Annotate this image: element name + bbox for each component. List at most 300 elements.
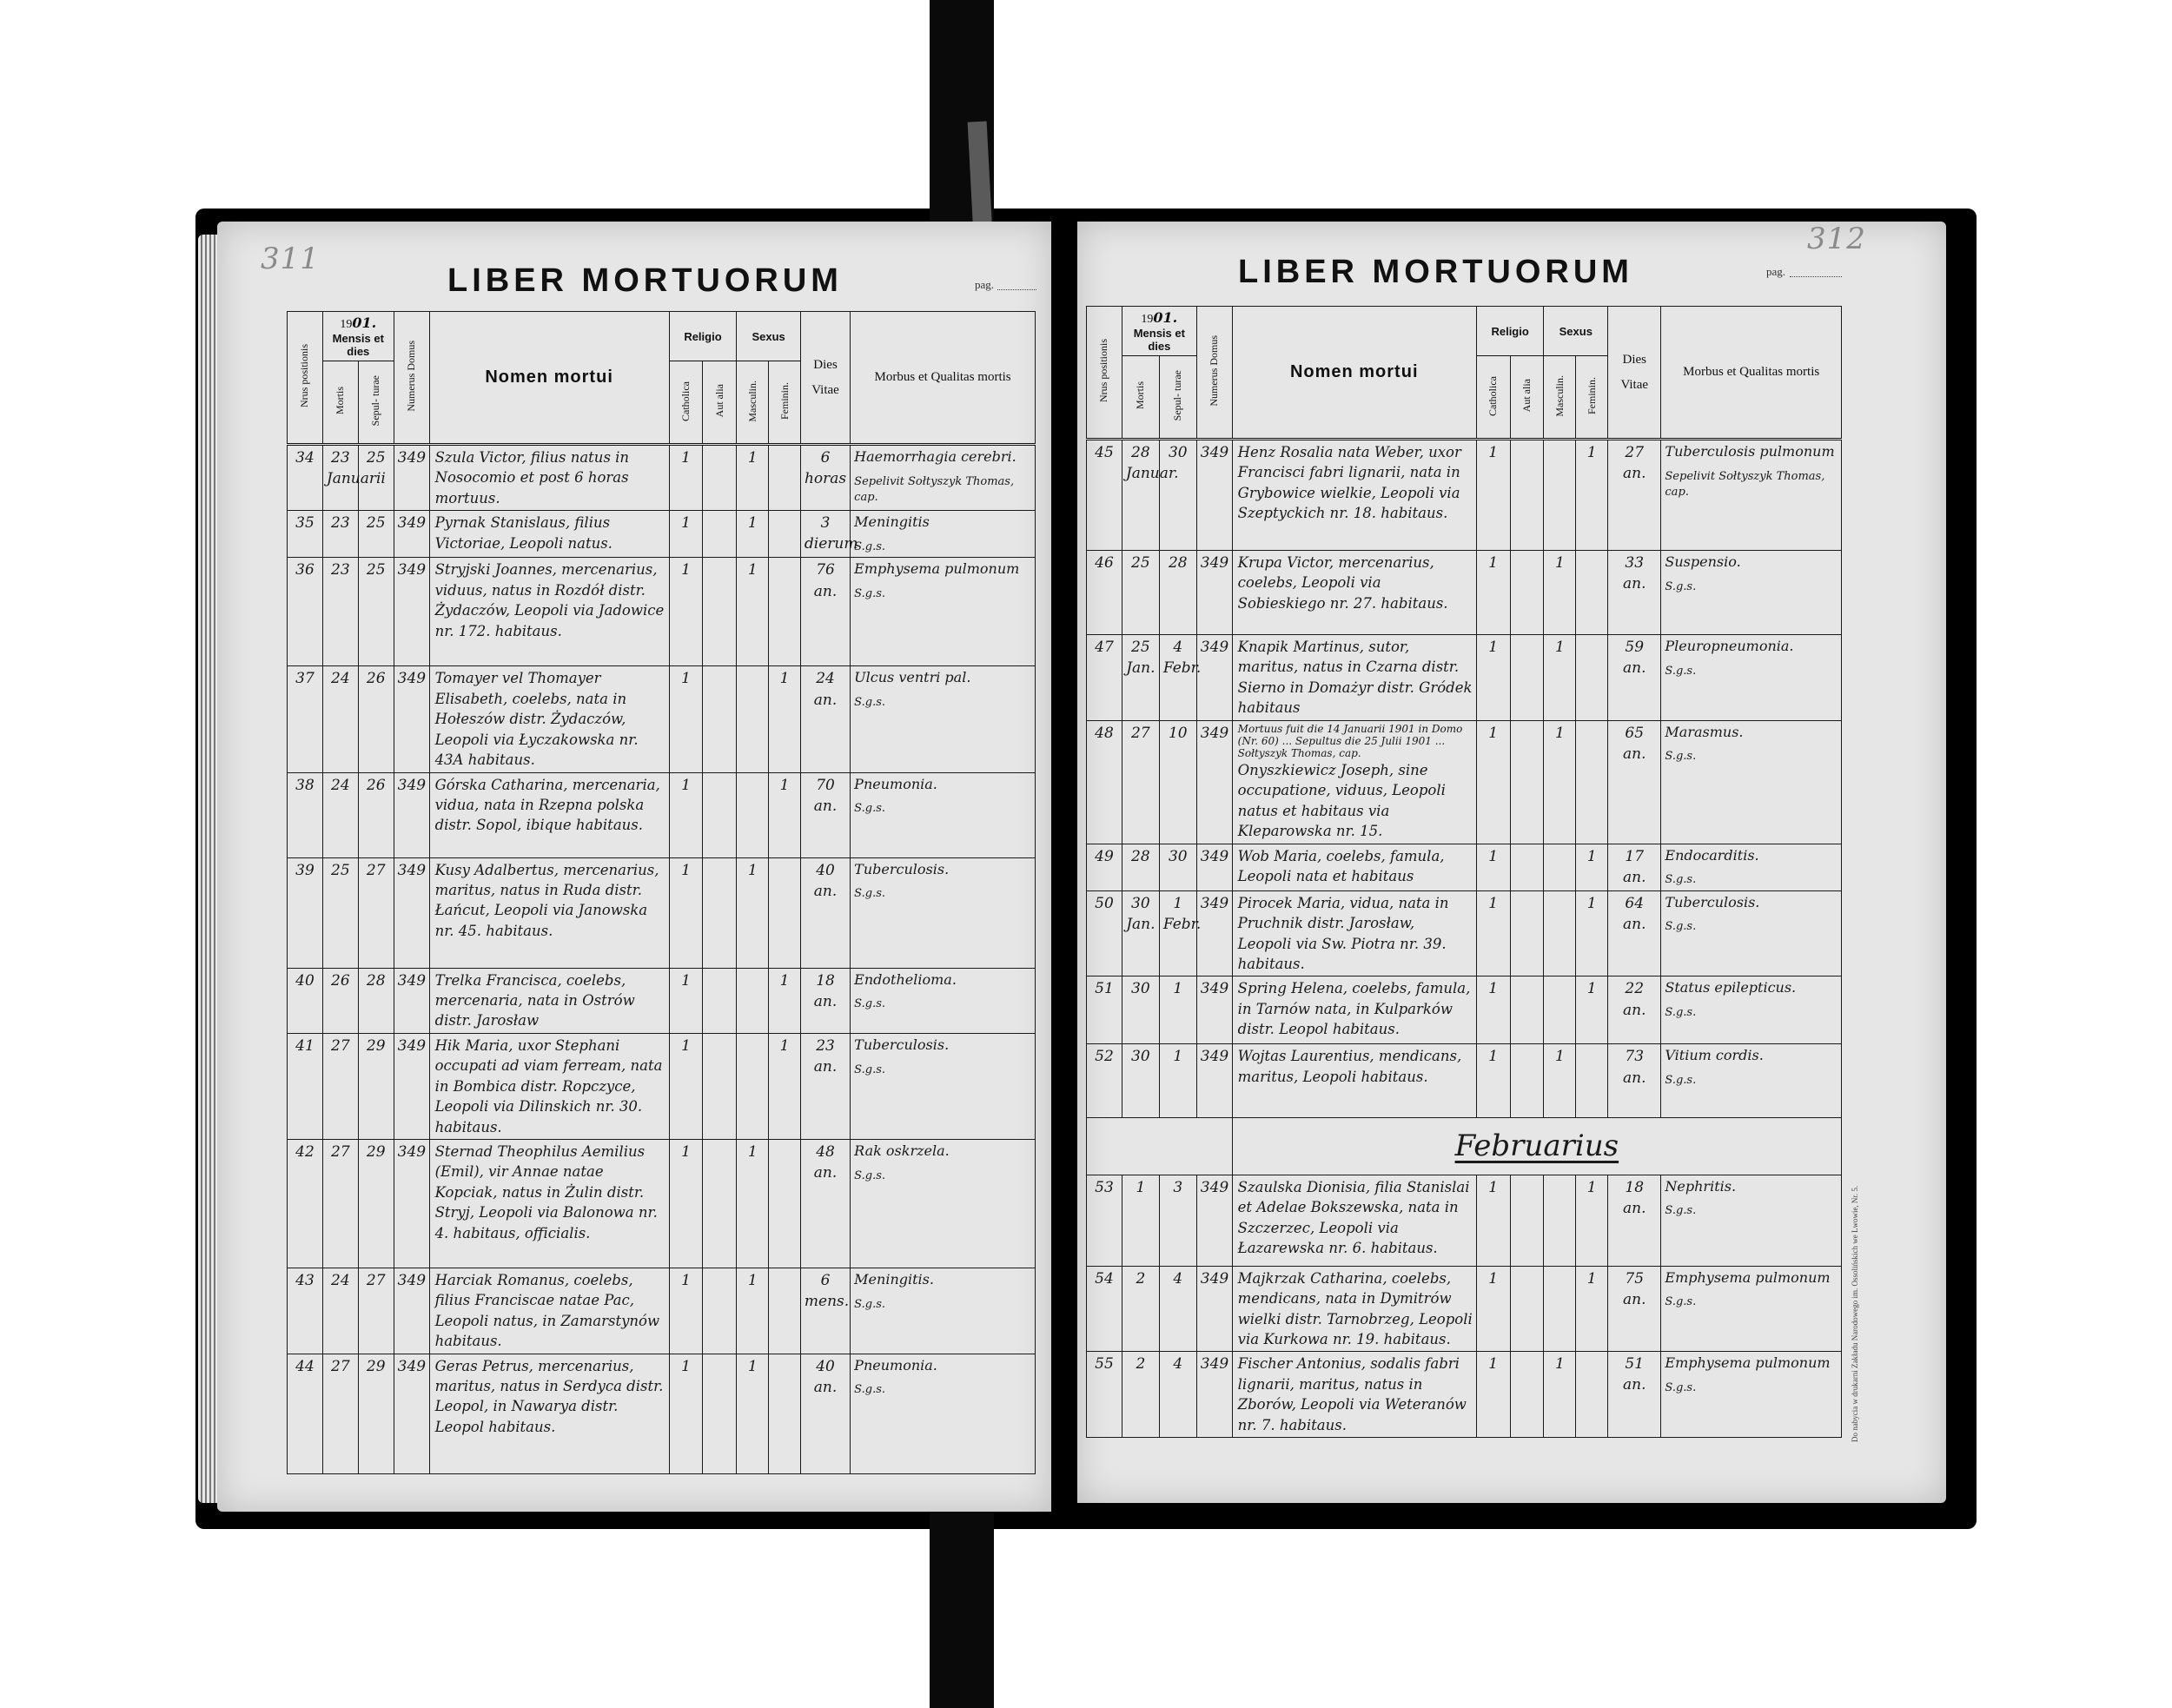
cause-of-death: Marasmus. — [1665, 723, 1744, 740]
header-masculin: Masculin. — [1544, 356, 1576, 440]
deceased-name-text: Harciak Romanus, coelebs, filius Franciscae natae Pac, Leopoli natus, in Zamarstynów habitaus. — [434, 1271, 660, 1350]
register-row — [1087, 890, 1842, 976]
cause-of-death-cell — [1661, 890, 1842, 976]
cause-of-death-cell — [1661, 551, 1842, 635]
sex-male: 1 — [737, 857, 769, 968]
sex-male: 1 — [1544, 1044, 1576, 1118]
religion-catholic: 1 — [1476, 1044, 1510, 1118]
entry-number: 53 — [1087, 1175, 1122, 1266]
religion-other — [703, 968, 737, 1033]
date-of-burial: 10 — [1159, 720, 1196, 844]
register-row — [288, 445, 1036, 511]
left-pag-label: pag. — [975, 278, 995, 291]
deceased-name — [1232, 720, 1476, 844]
entry-number: 38 — [288, 772, 323, 857]
age-at-death: 40 an. — [800, 1354, 850, 1473]
entry-number: 48 — [1087, 720, 1122, 844]
age-at-death: 76 an. — [800, 558, 850, 666]
register-row — [288, 1354, 1036, 1473]
religion-catholic: 1 — [1476, 720, 1510, 844]
burial-officiant-note: S.g.s. — [1665, 664, 1697, 678]
religion-catholic: 1 — [1476, 1352, 1510, 1438]
entry-number: 55 — [1087, 1352, 1122, 1438]
house-number: 349 — [394, 666, 429, 772]
header-nomen: Nomen mortui — [429, 312, 669, 445]
date-of-burial: 3 — [1159, 1175, 1196, 1266]
right-page-title: LIBER MORTUORUM — [1238, 254, 1633, 290]
sex-male — [1544, 890, 1576, 976]
header-dies-vitae: Dies Vitae — [1608, 307, 1661, 440]
deceased-name-text: Hik Maria, uxor Stephani occupati ad viam ferream, nata in Bombica distr. Ropczyce, Leopoli via Dilinskich nr. 30. habitaus. — [434, 1036, 663, 1135]
date-of-death: 25 — [1122, 551, 1159, 635]
deceased-name-text: Trelka Francisca, coelebs, mercenaria, nata in Ostrów distr. Jarosław — [434, 971, 635, 1029]
header-catholica: Catholica — [1476, 356, 1510, 440]
sex-female — [769, 857, 801, 968]
cause-of-death: Haemorrhagia cerebri. — [854, 448, 1016, 465]
deceased-name-text: Tomayer vel Thomayer Elisabeth, coelebs, nata in Hołeszów distr. Żydaczów, Leopoli via Łyczakowska nr. 43A habitaus. — [434, 670, 639, 769]
religion-catholic: 1 — [669, 857, 703, 968]
cause-of-death: Emphysema pulmonum — [854, 560, 1020, 578]
cause-of-death-cell — [851, 666, 1036, 772]
burial-officiant-note: S.g.s. — [854, 887, 886, 901]
left-register-table — [287, 311, 1036, 1474]
date-of-death: 27 — [322, 1033, 358, 1139]
header-feminin: Feminin. — [769, 361, 801, 445]
cause-of-death: Ulcus ventri pal. — [854, 669, 971, 686]
header-sexus: Sexus — [737, 312, 801, 361]
cause-of-death: Tuberculosis. — [1665, 893, 1760, 910]
religion-catholic: 1 — [669, 558, 703, 666]
religion-catholic: 1 — [669, 1268, 703, 1354]
right-folio-number: 312 — [1807, 222, 1866, 256]
register-row — [1087, 976, 1842, 1044]
header-masculin: Masculin. — [737, 361, 769, 445]
cause-of-death-cell — [1661, 1175, 1842, 1266]
religion-catholic: 1 — [1476, 1175, 1510, 1266]
entry-number: 42 — [288, 1139, 323, 1268]
left-page-title: LIBER MORTUORUM — [447, 262, 843, 299]
deceased-name-text: Pyrnak Stanislaus, filius Victoriae, Leopoli natus. — [434, 514, 613, 552]
religion-catholic: 1 — [669, 666, 703, 772]
religion-catholic: 1 — [669, 1354, 703, 1473]
house-number: 349 — [394, 1268, 429, 1354]
deceased-name — [429, 445, 669, 511]
religion-other — [703, 772, 737, 857]
cause-of-death-cell — [1661, 844, 1842, 890]
cause-of-death: Status epilepticus. — [1665, 979, 1797, 996]
cause-of-death: Meningitis — [854, 513, 930, 531]
age-at-death: 27 an. — [1608, 440, 1661, 551]
date-of-burial: 1 — [1159, 976, 1196, 1044]
cause-of-death-cell — [851, 1268, 1036, 1354]
deceased-name-text: Geras Petrus, mercenarius, maritus, natus in Serdyca distr. Leopol, in Nawarya distr. Leopol habitaus. — [434, 1357, 664, 1435]
religion-other — [703, 1139, 737, 1268]
religion-catholic: 1 — [1476, 890, 1510, 976]
sex-male — [1544, 976, 1576, 1044]
entry-number: 34 — [288, 445, 323, 511]
burial-officiant-note: S.g.s. — [1665, 1006, 1697, 1020]
deceased-name-text: Pirocek Maria, vidua, nata in Pruchnik distr. Jarosław, Leopoli via Sw. Piotra nr. 39. habitaus. — [1237, 894, 1449, 972]
cause-of-death: Emphysema pulmonum — [1665, 1268, 1831, 1286]
sex-female: 1 — [769, 968, 801, 1033]
age-at-death: 59 an. — [1608, 635, 1661, 721]
house-number: 349 — [394, 968, 429, 1033]
age-at-death: 17 an. — [1608, 844, 1661, 890]
cause-of-death: Pneumonia. — [854, 775, 937, 792]
register-row — [1087, 720, 1842, 844]
entry-number: 41 — [288, 1033, 323, 1139]
religion-other — [1510, 890, 1544, 976]
age-at-death: 24 an. — [800, 666, 850, 772]
cause-of-death-cell — [1661, 440, 1842, 551]
sex-female — [769, 1354, 801, 1473]
burial-officiant-note: Sepelivit Sołtyszyk Thomas, cap. — [854, 474, 1015, 505]
sex-female: 1 — [1576, 440, 1608, 551]
sex-male: 1 — [737, 1354, 769, 1473]
entry-number: 51 — [1087, 976, 1122, 1044]
register-row — [288, 511, 1036, 558]
religion-other — [703, 558, 737, 666]
header-nrus: Nrus positionis — [288, 312, 323, 445]
religion-other — [703, 445, 737, 511]
cause-of-death: Rak oskrzela. — [854, 1142, 950, 1159]
date-of-burial: 27 — [358, 857, 394, 968]
header-feminin: Feminin. — [1576, 356, 1608, 440]
age-at-death: 48 an. — [800, 1139, 850, 1268]
deceased-name — [1232, 976, 1476, 1044]
sex-female: 1 — [1576, 1266, 1608, 1352]
date-of-burial: 4 Febr. — [1159, 635, 1196, 721]
religion-other — [703, 666, 737, 772]
date-of-death: 25 Jan. — [1122, 635, 1159, 721]
register-row — [288, 968, 1036, 1033]
date-of-burial: 30 — [1159, 440, 1196, 551]
sex-female — [1576, 551, 1608, 635]
date-of-burial: 30 — [1159, 844, 1196, 890]
sex-female: 1 — [769, 772, 801, 857]
cause-of-death-cell — [851, 772, 1036, 857]
register-row — [288, 1139, 1036, 1268]
sex-female — [769, 1139, 801, 1268]
house-number: 349 — [1196, 1352, 1232, 1438]
sex-male — [1544, 1175, 1576, 1266]
right-pag-line — [1790, 275, 1842, 277]
religion-other — [703, 511, 737, 558]
religion-other — [1510, 635, 1544, 721]
age-at-death: 23 an. — [800, 1033, 850, 1139]
burial-officiant-note: S.g.s. — [854, 802, 886, 816]
header-mortis: Mortis — [322, 361, 358, 445]
entry-number: 50 — [1087, 890, 1122, 976]
deceased-name-text: Sternad Theophilus Aemilius (Emil), vir Annae natae Kopciak, natus in Żulin distr. Stryj, Leopoli via Balonowa nr. 4. habitaus, officialis. — [434, 1142, 658, 1241]
date-of-death: 1 — [1122, 1175, 1159, 1266]
deceased-name — [429, 1139, 669, 1268]
burial-officiant-note: S.g.s. — [854, 1297, 886, 1311]
religion-catholic: 1 — [669, 511, 703, 558]
burial-officiant-note: S.g.s. — [1665, 579, 1697, 593]
left-folio-number: 311 — [261, 242, 320, 276]
sex-male — [737, 666, 769, 772]
entry-number: 52 — [1087, 1044, 1122, 1118]
deceased-name-text: Szula Victor, filius natus in Nosocomio et post 6 horas mortuus. — [434, 449, 630, 506]
cause-of-death-cell — [1661, 1044, 1842, 1118]
age-at-death: 22 an. — [1608, 976, 1661, 1044]
date-of-death: 25 — [322, 857, 358, 968]
house-number: 349 — [1196, 440, 1232, 551]
cause-of-death-cell — [851, 558, 1036, 666]
date-of-burial: 25 — [358, 511, 394, 558]
sex-female — [1576, 720, 1608, 844]
printer-imprint: Do nabycia w drukarni Zakładu Narodowego im. Ossolińskich we Lwowie, Nr. 5. — [1851, 1185, 1859, 1442]
burial-officiant-note: S.g.s. — [854, 997, 886, 1011]
house-number: 349 — [394, 445, 429, 511]
cause-of-death: Meningitis. — [854, 1270, 934, 1288]
religion-catholic: 1 — [1476, 1266, 1510, 1352]
register-row — [1087, 1352, 1842, 1438]
date-of-burial: 27 — [358, 1268, 394, 1354]
register-row — [1087, 440, 1842, 551]
cause-of-death-cell — [1661, 635, 1842, 721]
burial-officiant-note: S.g.s. — [854, 540, 886, 553]
header-religio: Religio — [669, 312, 737, 361]
deceased-name-text: Spring Helena, coelebs, famula, in Tarnów nata, in Kulparków distr. Leopol habitaus. — [1237, 980, 1471, 1038]
religion-other — [703, 857, 737, 968]
cause-of-death: Vitium cordis. — [1665, 1047, 1764, 1064]
header-sexus: Sexus — [1544, 307, 1608, 356]
burial-officiant-note: S.g.s. — [1665, 1295, 1697, 1309]
house-number: 349 — [1196, 844, 1232, 890]
religion-other — [703, 1354, 737, 1473]
religion-catholic: 1 — [669, 968, 703, 1033]
religion-catholic: 1 — [1476, 976, 1510, 1044]
sex-female — [769, 558, 801, 666]
age-at-death: 6 mens. — [800, 1268, 850, 1354]
deceased-name-text: Wob Maria, coelebs, famula, Leopoli nata et habitaus — [1237, 847, 1445, 884]
header-nrus: Nrus positionis — [1087, 307, 1122, 440]
cause-of-death-cell — [851, 968, 1036, 1033]
cause-of-death: Emphysema pulmonum — [1665, 1354, 1831, 1372]
age-at-death: 64 an. — [1608, 890, 1661, 976]
date-of-burial: 25 — [358, 558, 394, 666]
sex-male — [1544, 844, 1576, 890]
entry-number: 49 — [1087, 844, 1122, 890]
sex-male — [737, 1033, 769, 1139]
deceased-name — [1232, 440, 1476, 551]
month-separator-gap — [1087, 1118, 1233, 1175]
deceased-name — [429, 1268, 669, 1354]
deceased-name — [429, 1354, 669, 1473]
house-number: 349 — [1196, 1044, 1232, 1118]
date-of-death: 28 Januar. — [1122, 440, 1159, 551]
deceased-name — [1232, 1044, 1476, 1118]
entry-number: 44 — [288, 1354, 323, 1473]
religion-other — [703, 1033, 737, 1139]
religion-catholic: 1 — [1476, 844, 1510, 890]
religion-catholic: 1 — [669, 1139, 703, 1268]
deceased-name-text: Wojtas Laurentius, mendicans, maritus, Leopoli habitaus. — [1237, 1048, 1462, 1085]
age-at-death: 6 horas — [800, 445, 850, 511]
house-number: 349 — [1196, 976, 1232, 1044]
entry-number: 39 — [288, 857, 323, 968]
register-row — [288, 772, 1036, 857]
date-of-burial: 4 — [1159, 1352, 1196, 1438]
cause-of-death: Pneumonia. — [854, 1356, 937, 1374]
sex-female — [769, 1268, 801, 1354]
cause-of-death-cell — [851, 1033, 1036, 1139]
deceased-name — [429, 666, 669, 772]
right-register-body — [1087, 440, 1842, 1438]
sex-female: 1 — [769, 1033, 801, 1139]
register-row — [288, 1268, 1036, 1354]
header-nomen: Nomen mortui — [1232, 307, 1476, 440]
register-row — [1087, 1044, 1842, 1118]
header-mortis: Mortis — [1122, 356, 1159, 440]
register-row — [1087, 635, 1842, 721]
deceased-name-text: Stryjski Joannes, mercenarius, viduus, natus in Rozdół distr. Żydaczów, Leopoli via Jadowice nr. 172. habitaus. — [434, 561, 665, 639]
age-at-death: 65 an. — [1608, 720, 1661, 844]
cause-of-death: Tuberculosis. — [854, 1036, 950, 1053]
month-heading: Februarius — [1232, 1118, 1841, 1175]
register-row — [288, 857, 1036, 968]
house-number: 349 — [1196, 720, 1232, 844]
deceased-name-text: Fischer Antonius, sodalis fabri lignarii, maritus, natus in Zborów, Leopoli via Weteranów nr. 7. habitaus. — [1237, 1355, 1467, 1433]
burial-officiant-note: S.g.s. — [854, 1383, 886, 1397]
cause-of-death-cell — [851, 857, 1036, 968]
cause-of-death-cell — [851, 1354, 1036, 1473]
date-of-burial: 26 — [358, 666, 394, 772]
house-number: 349 — [1196, 551, 1232, 635]
house-number: 349 — [1196, 890, 1232, 976]
deceased-name — [1232, 890, 1476, 976]
house-number: 349 — [1196, 1175, 1232, 1266]
age-at-death: 51 an. — [1608, 1352, 1661, 1438]
sex-male: 1 — [737, 511, 769, 558]
age-at-death: 33 an. — [1608, 551, 1661, 635]
age-at-death: 18 an. — [1608, 1175, 1661, 1266]
house-number: 349 — [394, 857, 429, 968]
month-separator-row — [1087, 1118, 1842, 1175]
header-catholica: Catholica — [669, 361, 703, 445]
entry-number: 45 — [1087, 440, 1122, 551]
religion-other — [1510, 976, 1544, 1044]
page-edges — [198, 235, 217, 1503]
house-number: 349 — [394, 511, 429, 558]
date-of-death: 30 — [1122, 1044, 1159, 1118]
date-of-burial: 29 — [358, 1033, 394, 1139]
religion-catholic: 1 — [669, 445, 703, 511]
religion-catholic: 1 — [669, 1033, 703, 1139]
cause-of-death: Pleuropneumonia. — [1665, 638, 1794, 654]
age-at-death: 18 an. — [800, 968, 850, 1033]
cause-of-death: Tuberculosis pulmonum — [1665, 443, 1835, 460]
deceased-name-text: Szaulska Dionisia, filia Stanislai et Adelae Bokszewska, nata in Szczerzec, Leopoli via Łazarewska nr. 6. habitaus. — [1237, 1178, 1470, 1256]
religion-catholic: 1 — [669, 772, 703, 857]
date-of-burial: 28 — [1159, 551, 1196, 635]
header-sepulturae: Sepul- turae — [358, 361, 394, 445]
burial-officiant-note: S.g.s. — [1665, 873, 1697, 887]
house-number: 349 — [1196, 635, 1232, 721]
entry-number: 35 — [288, 511, 323, 558]
sex-male: 1 — [737, 1268, 769, 1354]
sex-male: 1 — [1544, 635, 1576, 721]
house-number: 349 — [394, 772, 429, 857]
cause-of-death: Endocarditis. — [1665, 846, 1759, 864]
date-of-death: 27 — [1122, 720, 1159, 844]
date-of-burial: 28 — [358, 968, 394, 1033]
religion-other — [1510, 1044, 1544, 1118]
marginal-annotation: Mortuus fuit die 14 Januarii 1901 in Domo (Nr. 60) ... Sepultus die 25 Julii 1901 ... Sołtyszyk Thomas, cap. — [1237, 722, 1463, 760]
house-number: 349 — [1196, 1266, 1232, 1352]
sex-male: 1 — [737, 558, 769, 666]
register-row — [288, 1033, 1036, 1139]
entry-number: 36 — [288, 558, 323, 666]
age-at-death: 75 an. — [1608, 1266, 1661, 1352]
burial-officiant-note: S.g.s. — [1665, 1204, 1697, 1218]
religion-other — [1510, 1266, 1544, 1352]
deceased-name — [429, 558, 669, 666]
header-aut-alia: Aut alia — [1510, 356, 1544, 440]
header-religio: Religio — [1476, 307, 1544, 356]
date-of-burial: 4 — [1159, 1266, 1196, 1352]
deceased-name — [429, 511, 669, 558]
date-of-death: 23 — [322, 511, 358, 558]
deceased-name — [429, 772, 669, 857]
religion-catholic: 1 — [1476, 635, 1510, 721]
deceased-name-text: Krupa Victor, mercenarius, coelebs, Leopoli via Sobieskiego nr. 27. habitaus. — [1237, 554, 1448, 612]
cause-of-death-cell — [851, 1139, 1036, 1268]
entry-number: 46 — [1087, 551, 1122, 635]
house-number: 349 — [394, 1354, 429, 1473]
entry-number: 47 — [1087, 635, 1122, 721]
religion-other — [1510, 1352, 1544, 1438]
deceased-name-text: Onyszkiewicz Joseph, sine occupatione, viduus, Leopoli natus et habitaus via Kleparowska nr. 15. — [1237, 761, 1446, 840]
burial-officiant-note: S.g.s. — [1665, 750, 1697, 764]
deceased-name-text: Górska Catharina, mercenaria, vidua, nata in Rzepna polska distr. Sopol, ibique habitaus. — [434, 776, 660, 834]
sex-female — [1576, 1044, 1608, 1118]
cause-of-death: Suspensio. — [1665, 553, 1741, 570]
burial-officiant-note: Sepelivit Sołtyszyk Thomas, cap. — [1665, 469, 1825, 500]
date-of-death: 30 Jan. — [1122, 890, 1159, 976]
sex-female — [769, 511, 801, 558]
header-aut-alia: Aut alia — [703, 361, 737, 445]
cause-of-death-cell — [851, 511, 1036, 558]
burial-officiant-note: S.g.s. — [1665, 920, 1697, 934]
cause-of-death-cell — [1661, 720, 1842, 844]
date-of-death: 2 — [1122, 1352, 1159, 1438]
header-morbus: Morbus et Qualitas mortis — [1661, 307, 1842, 440]
sex-female: 1 — [1576, 1175, 1608, 1266]
religion-catholic: 1 — [1476, 440, 1510, 551]
religion-other — [1510, 720, 1544, 844]
date-of-burial: 1 Febr. — [1159, 890, 1196, 976]
date-of-death: 26 — [322, 968, 358, 1033]
date-of-death: 27 — [322, 1354, 358, 1473]
entry-number: 37 — [288, 666, 323, 772]
sex-male: 1 — [737, 445, 769, 511]
burial-officiant-note: S.g.s. — [854, 1063, 886, 1076]
religion-other — [703, 1268, 737, 1354]
deceased-name — [1232, 1352, 1476, 1438]
deceased-name-text: Knapik Martinus, sutor, maritus, natus in Czarna distr. Sierno in Domażyr distr. Gródek habitaus — [1237, 639, 1473, 717]
deceased-name — [1232, 1175, 1476, 1266]
right-register-table — [1086, 306, 1842, 1438]
house-number: 349 — [394, 1139, 429, 1268]
deceased-name — [1232, 1266, 1476, 1352]
cause-of-death-cell — [1661, 1352, 1842, 1438]
date-of-death: 24 — [322, 772, 358, 857]
sex-female: 1 — [1576, 976, 1608, 1044]
entry-number: 43 — [288, 1268, 323, 1354]
